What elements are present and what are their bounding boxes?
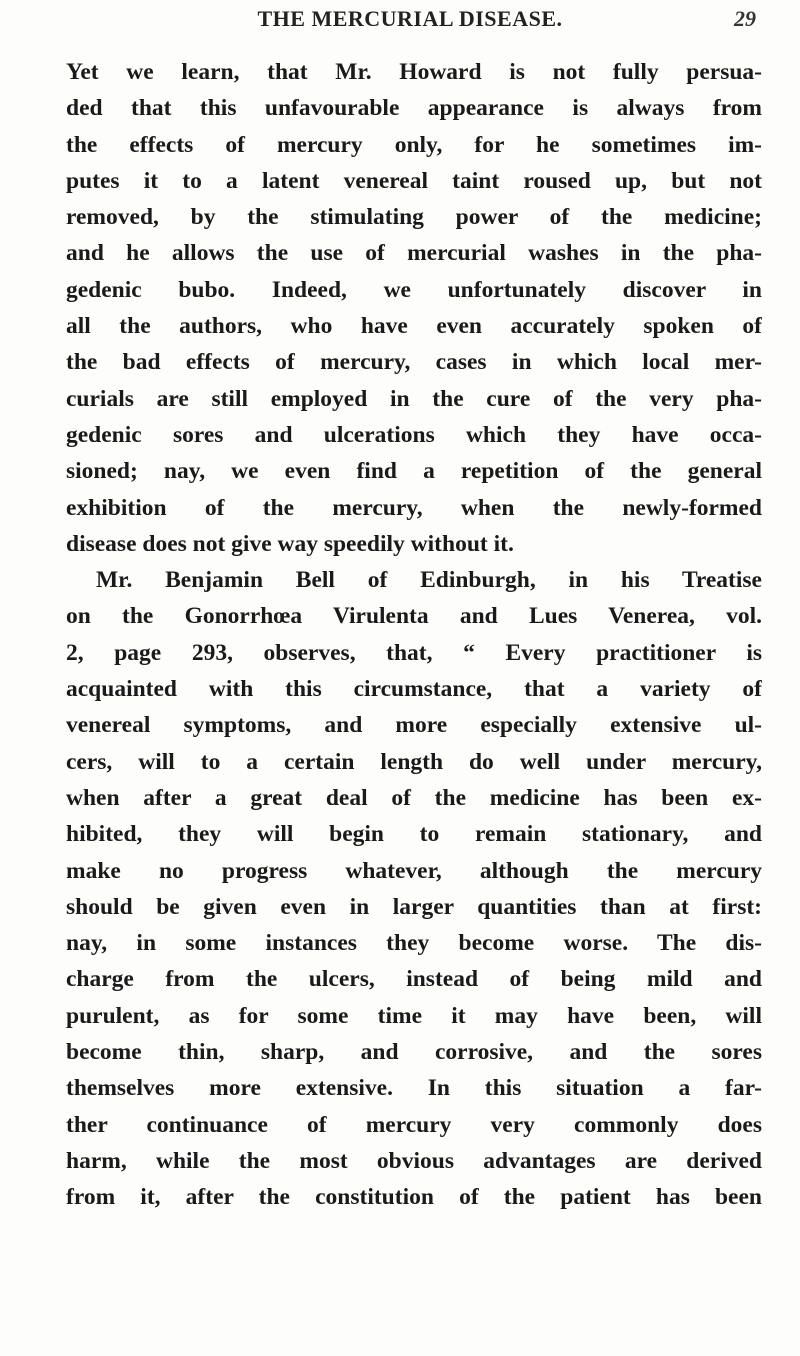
running-head bbox=[60, 6, 760, 42]
text-line: exhibition of the mercury, when the newly-formed bbox=[66, 494, 762, 521]
text-line: the effects of mercury only, for he sometimes im- bbox=[66, 131, 762, 158]
text-line: cers, will to a certain length do well under mercury, bbox=[66, 748, 762, 775]
text-line: curials are still employed in the cure of the very pha- bbox=[66, 385, 762, 412]
body-text bbox=[66, 54, 762, 1216]
text-line: nay, in some instances they become worse. The dis- bbox=[66, 930, 762, 957]
running-title: THE MERCURIAL DISEASE. bbox=[257, 6, 563, 31]
text-line: 2, page 293, observes, that, “ Every practitioner is bbox=[66, 639, 762, 666]
text-line: Yet we learn, that Mr. Howard is not fully persua- bbox=[66, 59, 762, 85]
text-line: the bad effects of mercury, cases in which local mer- bbox=[66, 349, 762, 376]
text-line: sioned; nay, we even find a repetition of the general bbox=[66, 458, 762, 485]
text-line: gedenic sores and ulcerations which they have occa- bbox=[66, 421, 762, 448]
text-line: ded that this unfavourable appearance is always from bbox=[66, 95, 762, 122]
text-line: charge from the ulcers, instead of being mild and bbox=[66, 966, 762, 993]
text-line: become thin, sharp, and corrosive, and the sores bbox=[66, 1039, 762, 1066]
text-line: all the authors, who have even accurately spoken of bbox=[66, 313, 762, 340]
page-number: 29 bbox=[734, 6, 756, 31]
text-line: on the Gonorrhœa Virulenta and Lues Venerea, vol. bbox=[66, 603, 762, 630]
text-line: ther continuance of mercury very commonly does bbox=[66, 1111, 762, 1138]
text-line: purulent, as for some time it may have been, will bbox=[66, 1002, 762, 1029]
text-line: gedenic bubo. Indeed, we unfortunately discover in bbox=[66, 276, 762, 303]
text-line: Mr. Benjamin Bell of Edinburgh, in his Treatise bbox=[96, 567, 762, 594]
text-line: harm, while the most obvious advantages are derived bbox=[66, 1147, 762, 1174]
text-line: removed, by the stimulating power of the medicine; bbox=[66, 204, 762, 231]
text-line: from it, after the constitution of the patient has been bbox=[66, 1184, 762, 1211]
text-line: when after a great deal of the medicine has been ex- bbox=[66, 784, 762, 811]
text-line: venereal symptoms, and more especially extensive ul- bbox=[66, 712, 762, 739]
text-line: hibited, they will begin to remain stationary, and bbox=[66, 821, 762, 848]
text-line: putes it to a latent venereal taint roused up, but not bbox=[66, 167, 762, 194]
text-line: acquainted with this circumstance, that a variety of bbox=[66, 676, 762, 703]
text-line: disease does not give way speedily without it. bbox=[66, 530, 514, 557]
text-line: should be given even in larger quantities than at first: bbox=[66, 893, 762, 920]
text-line: and he allows the use of mercurial washes in the pha- bbox=[66, 240, 762, 267]
text-line: themselves more extensive. In this situation a far- bbox=[66, 1075, 762, 1102]
text-line: make no progress whatever, although the mercury bbox=[66, 857, 762, 884]
